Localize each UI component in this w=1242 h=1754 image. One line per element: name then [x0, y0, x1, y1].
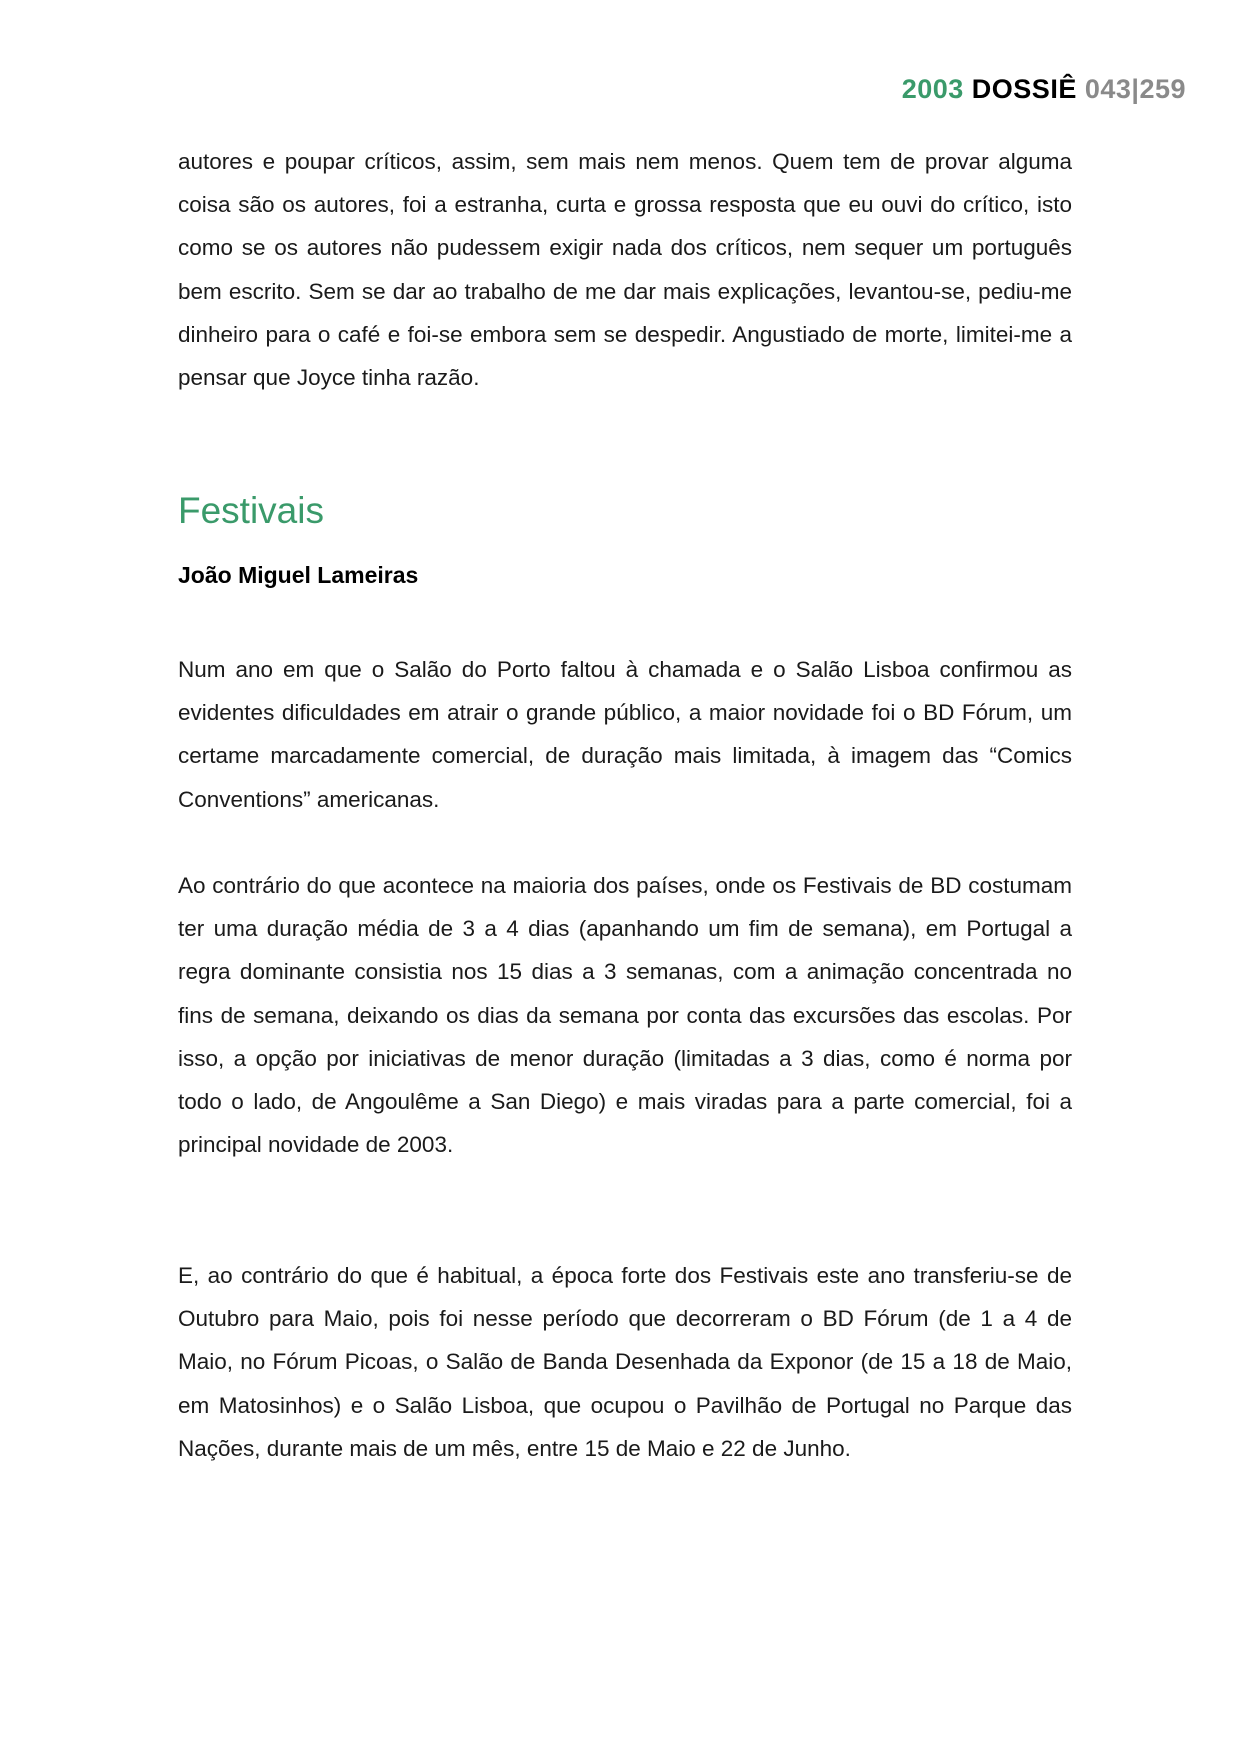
section-heading: Festivais: [178, 490, 324, 531]
paragraph-continued: autores e poupar críticos, assim, sem mais nem menos. Quem tem de provar alguma coisa são os autores, foi a estranha, curta e grossa resposta que eu ouvi do crítico, isto como se os autores não pudessem exigir nada dos críticos, nem sequer um português bem escrito. Sem se dar ao trabalho de me dar mais explicações, levantou-se, pediu-me dinheiro para o café e foi-se embora sem se despedir. Angustiado de morte, limitei-me a pensar que Joyce tinha razão.: [178, 149, 1072, 391]
header-page-number: 043|259: [1084, 74, 1186, 104]
header-year: 2003: [901, 74, 964, 104]
paragraph: Num ano em que o Salão do Porto faltou à chamada e o Salão Lisboa confirmou as evidentes dificuldades em atrair o grande público, a maior novidade foi o BD Fórum, um certame marcadamente comercial, de duração mais limitada, à imagem das “Comics Conventions” americanas.: [178, 657, 1072, 812]
section-author: João Miguel Lameiras: [178, 562, 419, 588]
paragraph: Ao contrário do que acontece na maioria dos países, onde os Festivais de BD costumam ter uma duração média de 3 a 4 dias (apanhando um fim de semana), em Portugal a regra dominante consistia nos 15 dias a 3 semanas, com a animação concentrada no fins de semana, deixando os dias da semana por conta das excursões das escolas. Por isso, a opção por iniciativas de menor duração (limitadas a 3 dias, como é norma por todo o lado, de Angoulême a San Diego) e mais viradas para a parte comercial, foi a principal novidade de 2003.: [178, 873, 1072, 1158]
paragraph: E, ao contrário do que é habitual, a época forte dos Festivais este ano transferiu-se de Outubro para Maio, pois foi nesse período que decorreram o BD Fórum (de 1 a 4 de Maio, no Fórum Picoas, o Salão de Banda Desenhada da Exponor (de 15 a 18 de Maio, em Matosinhos) e o Salão Lisboa, que ocupou o Pavilhão de Portugal no Parque das Nações, durante mais de um mês, entre 15 de Maio e 22 de Junho.: [178, 1263, 1072, 1461]
running-header: [902, 74, 1186, 105]
header-title: DOSSIÊ: [971, 74, 1077, 104]
